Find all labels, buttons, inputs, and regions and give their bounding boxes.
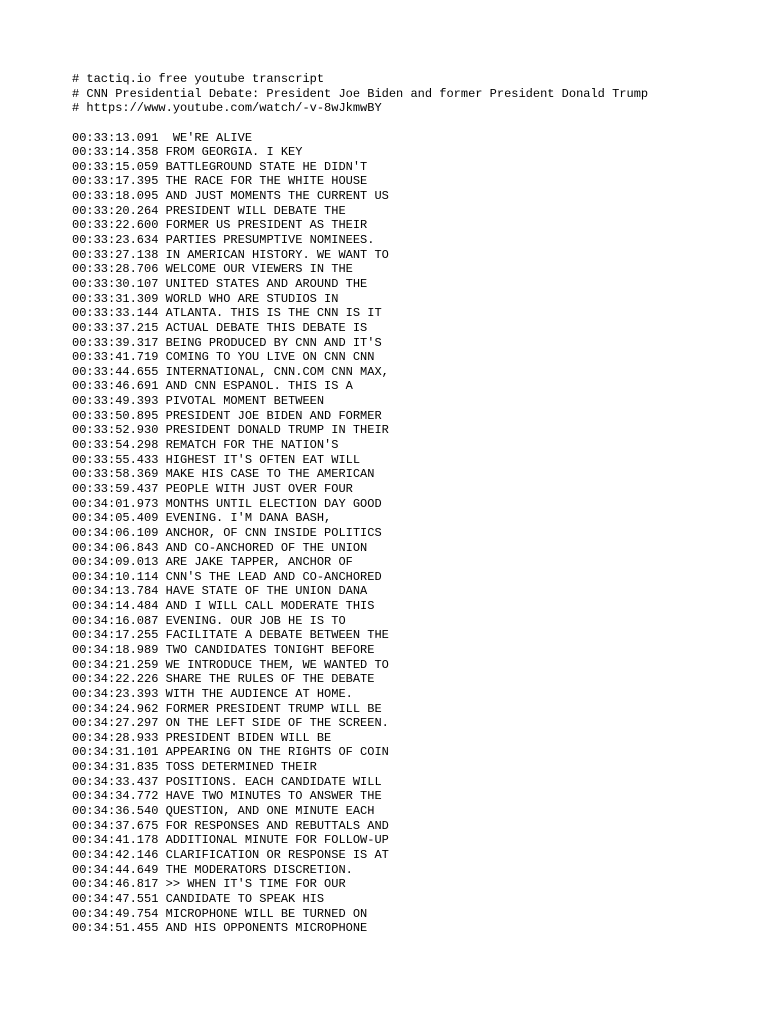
timestamp: 00:34:42.146: [72, 847, 159, 862]
transcript-line: [72, 467, 752, 482]
timestamp: 00:33:58.369: [72, 467, 159, 482]
transcript-line: [72, 306, 752, 321]
timestamp: 00:34:33.437: [72, 774, 159, 789]
transcript-list: [72, 131, 752, 936]
caption-text: FORMER US PRESIDENT AS THEIR: [165, 218, 368, 233]
transcript-line: [72, 833, 752, 848]
timestamp: 00:34:41.178: [72, 833, 159, 848]
transcript-line: [72, 453, 752, 468]
timestamp: 00:33:33.144: [72, 306, 159, 321]
timestamp: 00:34:09.013: [72, 555, 159, 570]
timestamp: 00:33:18.095: [72, 189, 159, 204]
timestamp: 00:33:44.655: [72, 364, 159, 379]
transcript-line: [72, 482, 752, 497]
transcript-line: [72, 745, 752, 760]
transcript-line: [72, 863, 752, 878]
caption-text: CNN'S THE LEAD AND CO-ANCHORED: [165, 569, 382, 584]
timestamp: 00:34:36.540: [72, 804, 159, 819]
transcript-line: [72, 892, 752, 907]
timestamp: 00:34:13.784: [72, 584, 159, 599]
caption-text: HAVE STATE OF THE UNION DANA: [165, 584, 368, 599]
caption-text: MONTHS UNTIL ELECTION DAY GOOD: [165, 496, 382, 511]
transcript-line: [72, 233, 752, 248]
caption-text: PIVOTAL MOMENT BETWEEN: [165, 394, 325, 409]
transcript-line: [72, 687, 752, 702]
transcript-line: [72, 379, 752, 394]
timestamp: 00:34:31.101: [72, 745, 159, 760]
timestamp: 00:34:47.551: [72, 891, 159, 906]
timestamp: 00:34:49.754: [72, 906, 159, 921]
caption-text: PEOPLE WITH JUST OVER FOUR: [165, 481, 353, 496]
transcript-line: [72, 628, 752, 643]
transcript-line: [72, 218, 752, 233]
caption-text: ARE JAKE TAPPER, ANCHOR OF: [165, 555, 353, 570]
header-line-source: # tactiq.io free youtube transcript: [72, 72, 325, 86]
transcript-line: [72, 541, 752, 556]
transcript-line: [72, 394, 752, 409]
transcript-line: [72, 511, 752, 526]
timestamp: 00:34:44.649: [72, 862, 159, 877]
transcript-line: [72, 526, 752, 541]
header-line-title: # CNN Presidential Debate: President Joe Biden and former President Donald Trump: [72, 86, 649, 101]
caption-text: EVENING. OUR JOB HE IS TO: [165, 613, 346, 628]
transcript-line: [72, 145, 752, 160]
caption-text: CLARIFICATION OR RESPONSE IS AT: [165, 847, 389, 862]
caption-text: BEING PRODUCED BY CNN AND IT'S: [165, 335, 382, 350]
transcript-line: [72, 731, 752, 746]
transcript-line: [72, 321, 752, 336]
timestamp: 00:34:06.109: [72, 525, 159, 540]
timestamp: 00:33:17.395: [72, 174, 159, 189]
transcript-line: [72, 672, 752, 687]
caption-text: EVENING. I'M DANA BASH,: [165, 511, 332, 526]
caption-text: WITH THE AUDIENCE AT HOME.: [165, 686, 353, 701]
timestamp: 00:33:27.138: [72, 247, 159, 262]
transcript-line: [72, 204, 752, 219]
transcript-line: [72, 775, 752, 790]
timestamp: 00:33:15.059: [72, 159, 159, 174]
timestamp: 00:33:28.706: [72, 262, 159, 277]
caption-text: TOSS DETERMINED THEIR: [165, 760, 317, 775]
timestamp: 00:34:05.409: [72, 511, 159, 526]
transcript-line: [72, 131, 752, 146]
caption-text: UNITED STATES AND AROUND THE: [165, 276, 368, 291]
transcript-line: [72, 409, 752, 424]
transcript-line: [72, 350, 752, 365]
caption-text: QUESTION, AND ONE MINUTE EACH: [165, 804, 375, 819]
timestamp: 00:33:13.091: [72, 130, 159, 145]
caption-text: ON THE LEFT SIDE OF THE SCREEN.: [165, 716, 389, 731]
transcript-document: [72, 72, 752, 936]
timestamp: 00:34:27.297: [72, 716, 159, 731]
transcript-line: [72, 277, 752, 292]
transcript-line: [72, 160, 752, 175]
caption-text: PARTIES PRESUMPTIVE NOMINEES.: [165, 233, 375, 248]
caption-text: WORLD WHO ARE STUDIOS IN: [165, 291, 339, 306]
transcript-line: [72, 907, 752, 922]
timestamp: 00:34:16.087: [72, 613, 159, 628]
timestamp: 00:34:06.843: [72, 540, 159, 555]
timestamp: 00:33:30.107: [72, 276, 159, 291]
timestamp: 00:33:22.600: [72, 218, 159, 233]
timestamp: 00:34:23.393: [72, 686, 159, 701]
timestamp: 00:33:23.634: [72, 233, 159, 248]
caption-text: AND CO-ANCHORED OF THE UNION: [165, 540, 368, 555]
transcript-line: [72, 365, 752, 380]
timestamp: 00:33:52.930: [72, 423, 159, 438]
caption-text: AND HIS OPPONENTS MICROPHONE: [165, 921, 368, 936]
caption-text: IN AMERICAN HISTORY. WE WANT TO: [165, 247, 389, 262]
caption-text: ANCHOR, OF CNN INSIDE POLITICS: [165, 525, 382, 540]
timestamp: 00:34:24.962: [72, 701, 159, 716]
timestamp: 00:34:10.114: [72, 569, 159, 584]
timestamp: 00:33:20.264: [72, 203, 159, 218]
transcript-line: [72, 438, 752, 453]
caption-text: THE MODERATORS DISCRETION.: [165, 862, 353, 877]
caption-text: INTERNATIONAL, CNN.COM CNN MAX,: [165, 364, 389, 379]
caption-text: MICROPHONE WILL BE TURNED ON: [165, 906, 368, 921]
timestamp: 00:33:31.309: [72, 291, 159, 306]
transcript-line: [72, 599, 752, 614]
caption-text: SHARE THE RULES OF THE DEBATE: [165, 672, 375, 687]
caption-text: AND I WILL CALL MODERATE THIS: [165, 599, 375, 614]
caption-text: PRESIDENT WILL DEBATE THE: [165, 203, 346, 218]
timestamp: 00:34:28.933: [72, 730, 159, 745]
transcript-line: [72, 292, 752, 307]
timestamp: 00:34:21.259: [72, 657, 159, 672]
timestamp: 00:34:14.484: [72, 599, 159, 614]
transcript-line: [72, 716, 752, 731]
caption-text: ATLANTA. THIS IS THE CNN IS IT: [165, 306, 382, 321]
caption-text: PRESIDENT DONALD TRUMP IN THEIR: [165, 423, 389, 438]
caption-text: FOR RESPONSES AND REBUTTALS AND: [165, 818, 389, 833]
caption-text: BATTLEGROUND STATE HE DIDN'T: [165, 159, 368, 174]
caption-text: POSITIONS. EACH CANDIDATE WILL: [165, 774, 382, 789]
caption-text: FORMER PRESIDENT TRUMP WILL BE: [165, 701, 382, 716]
caption-text: HAVE TWO MINUTES TO ANSWER THE: [165, 789, 382, 804]
caption-text: FACILITATE A DEBATE BETWEEN THE: [165, 628, 389, 643]
timestamp: 00:34:22.226: [72, 672, 159, 687]
caption-text: WELCOME OUR VIEWERS IN THE: [165, 262, 353, 277]
transcript-line: [72, 570, 752, 585]
transcript-line: [72, 877, 752, 892]
transcript-line: [72, 789, 752, 804]
transcript-line: [72, 614, 752, 629]
transcript-line: [72, 921, 752, 936]
caption-text: AND JUST MOMENTS THE CURRENT US: [165, 189, 389, 204]
transcript-line: [72, 848, 752, 863]
timestamp: 00:33:14.358: [72, 145, 159, 160]
timestamp: 00:34:18.989: [72, 642, 159, 657]
timestamp: 00:34:46.817: [72, 877, 159, 892]
timestamp: 00:34:17.255: [72, 628, 159, 643]
transcript-line: [72, 423, 752, 438]
transcript-line: [72, 760, 752, 775]
transcript-line: [72, 497, 752, 512]
timestamp: 00:33:59.437: [72, 481, 159, 496]
transcript-line: [72, 702, 752, 717]
transcript-line: [72, 174, 752, 189]
transcript-line: [72, 189, 752, 204]
caption-text: APPEARING ON THE RIGHTS OF COIN: [165, 745, 389, 760]
transcript-line: [72, 248, 752, 263]
timestamp: 00:33:55.433: [72, 452, 159, 467]
transcript-line: [72, 804, 752, 819]
caption-text: PRESIDENT JOE BIDEN AND FORMER: [165, 408, 382, 423]
timestamp: 00:33:49.393: [72, 394, 159, 409]
transcript-line: [72, 643, 752, 658]
transcript-line: [72, 658, 752, 673]
caption-text: REMATCH FOR THE NATION'S: [165, 438, 339, 453]
caption-text: MAKE HIS CASE TO THE AMERICAN: [165, 467, 375, 482]
caption-text: CANDIDATE TO SPEAK HIS: [165, 891, 325, 906]
timestamp: 00:33:39.317: [72, 335, 159, 350]
timestamp: 00:33:41.719: [72, 350, 159, 365]
transcript-line: [72, 555, 752, 570]
transcript-line: [72, 584, 752, 599]
caption-text: WE'RE ALIVE: [165, 130, 253, 145]
timestamp: 00:33:46.691: [72, 379, 159, 394]
timestamp: 00:34:01.973: [72, 496, 159, 511]
timestamp: 00:33:50.895: [72, 408, 159, 423]
header-line-url: # https://www.youtube.com/watch/-v-8wJkmwBY: [72, 101, 382, 116]
timestamp: 00:34:37.675: [72, 818, 159, 833]
caption-text: ACTUAL DEBATE THIS DEBATE IS: [165, 320, 368, 335]
caption-text: COMING TO YOU LIVE ON CNN CNN: [165, 350, 375, 365]
timestamp: 00:34:34.772: [72, 789, 159, 804]
transcript-line: [72, 819, 752, 834]
caption-text: ADDITIONAL MINUTE FOR FOLLOW-UP: [165, 833, 389, 848]
timestamp: 00:34:51.455: [72, 921, 159, 936]
caption-text: HIGHEST IT'S OFTEN EAT WILL: [165, 452, 361, 467]
blank-line: [72, 116, 752, 131]
transcript-line: [72, 262, 752, 277]
caption-text: THE RACE FOR THE WHITE HOUSE: [165, 174, 368, 189]
transcript-line: [72, 336, 752, 351]
caption-text: AND CNN ESPANOL. THIS IS A: [165, 379, 353, 394]
caption-text: TWO CANDIDATES TONIGHT BEFORE: [165, 642, 375, 657]
timestamp: 00:33:37.215: [72, 320, 159, 335]
timestamp: 00:33:54.298: [72, 438, 159, 453]
caption-text: >> WHEN IT'S TIME FOR OUR: [165, 877, 346, 892]
caption-text: FROM GEORGIA. I KEY: [165, 145, 303, 160]
timestamp: 00:34:31.835: [72, 760, 159, 775]
caption-text: PRESIDENT BIDEN WILL BE: [165, 730, 332, 745]
caption-text: WE INTRODUCE THEM, WE WANTED TO: [165, 657, 389, 672]
